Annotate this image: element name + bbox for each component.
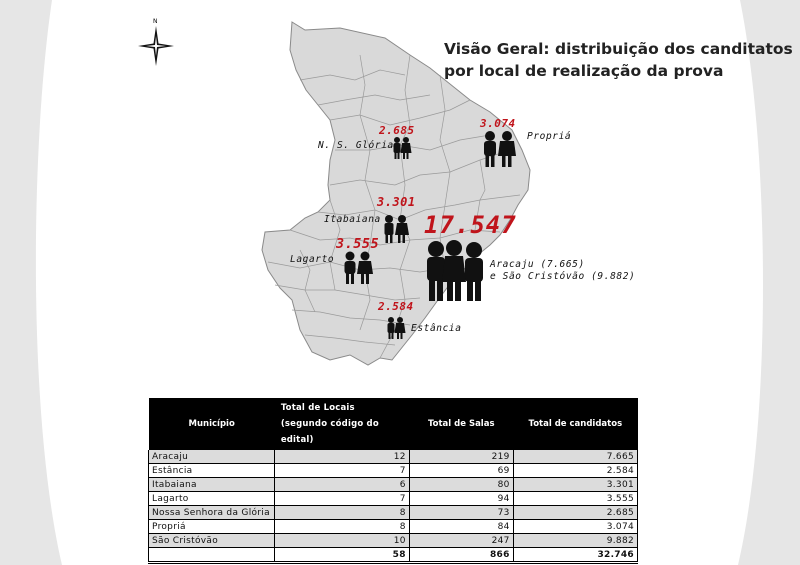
people-icon-ns-gloria — [392, 136, 412, 160]
label-propria: Propriá — [527, 131, 572, 142]
people-icon-aracaju — [424, 240, 488, 302]
table-row — [149, 492, 638, 506]
header-locais: Total de Locais (segundo código do edital) — [275, 398, 409, 450]
cell-municipio: Propriá — [149, 520, 275, 534]
cell-locais: 6 — [275, 478, 409, 492]
table-row — [149, 464, 638, 478]
people-icon-propria — [482, 130, 516, 168]
compass-north-label: N — [153, 18, 158, 25]
label-itabaiana: Itabaiana — [324, 214, 381, 225]
table-total-row — [149, 548, 638, 563]
cell-candidatos: 7.665 — [513, 450, 637, 464]
cell-municipio: Itabaiana — [149, 478, 275, 492]
total-candidates-map: 17.547 — [424, 211, 517, 239]
value-itabaiana: 3.301 — [377, 195, 416, 209]
cell-candidatos: 2.584 — [513, 464, 637, 478]
cell-salas: 247 — [409, 534, 513, 548]
label-ns-gloria: N. S. Glória — [318, 140, 394, 151]
cell-municipio: Aracaju — [149, 450, 275, 464]
value-estancia: 2.584 — [378, 300, 414, 313]
table-row — [149, 520, 638, 534]
total-locais: 58 — [275, 548, 409, 563]
label-aracaju-line-1: Aracaju (7.665) — [490, 259, 585, 270]
cell-candidatos: 2.685 — [513, 506, 637, 520]
table-row — [149, 534, 638, 548]
candidates-table — [148, 398, 638, 564]
table-header-row — [149, 398, 638, 450]
cell-candidatos: 3.301 — [513, 478, 637, 492]
label-lagarto: Lagarto — [290, 254, 335, 265]
cell-salas: 73 — [409, 506, 513, 520]
cell-locais: 8 — [275, 506, 409, 520]
header-candidatos: Total de candidatos — [513, 398, 637, 450]
cell-salas: 69 — [409, 464, 513, 478]
cell-municipio: Nossa Senhora da Glória — [149, 506, 275, 520]
cell-municipio: Lagarto — [149, 492, 275, 506]
cell-candidatos: 3.555 — [513, 492, 637, 506]
title-line-1: Visão Geral: distribuição dos canditatos — [444, 40, 793, 58]
cell-municipio: São Cristóvão — [149, 534, 275, 548]
cell-salas: 219 — [409, 450, 513, 464]
cell-locais: 7 — [275, 492, 409, 506]
cell-salas: 94 — [409, 492, 513, 506]
title-line-2: por local de realização da prova — [444, 62, 724, 80]
table-row — [149, 450, 638, 464]
people-icon-itabaiana — [383, 214, 409, 244]
label-estancia: Estância — [411, 323, 462, 334]
cell-salas: 84 — [409, 520, 513, 534]
total-municipio — [149, 548, 275, 563]
label-aracaju-line-2: e São Cristóvão (9.882) — [490, 271, 636, 282]
people-icon-estancia — [386, 316, 406, 340]
cell-salas: 80 — [409, 478, 513, 492]
value-lagarto: 3.555 — [336, 236, 380, 252]
cell-municipio: Estância — [149, 464, 275, 478]
value-ns-gloria: 2.685 — [379, 124, 415, 137]
people-icon-lagarto — [343, 251, 373, 285]
value-propria: 3.074 — [480, 117, 516, 130]
total-salas: 866 — [409, 548, 513, 563]
cell-locais: 8 — [275, 520, 409, 534]
header-salas: Total de Salas — [409, 398, 513, 450]
cell-candidatos: 3.074 — [513, 520, 637, 534]
cell-locais: 7 — [275, 464, 409, 478]
cell-locais: 12 — [275, 450, 409, 464]
table-row — [149, 506, 638, 520]
total-candidatos: 32.746 — [513, 548, 637, 563]
cell-candidatos: 9.882 — [513, 534, 637, 548]
header-municipio: Município — [149, 398, 275, 450]
cell-locais: 10 — [275, 534, 409, 548]
table-row — [149, 478, 638, 492]
